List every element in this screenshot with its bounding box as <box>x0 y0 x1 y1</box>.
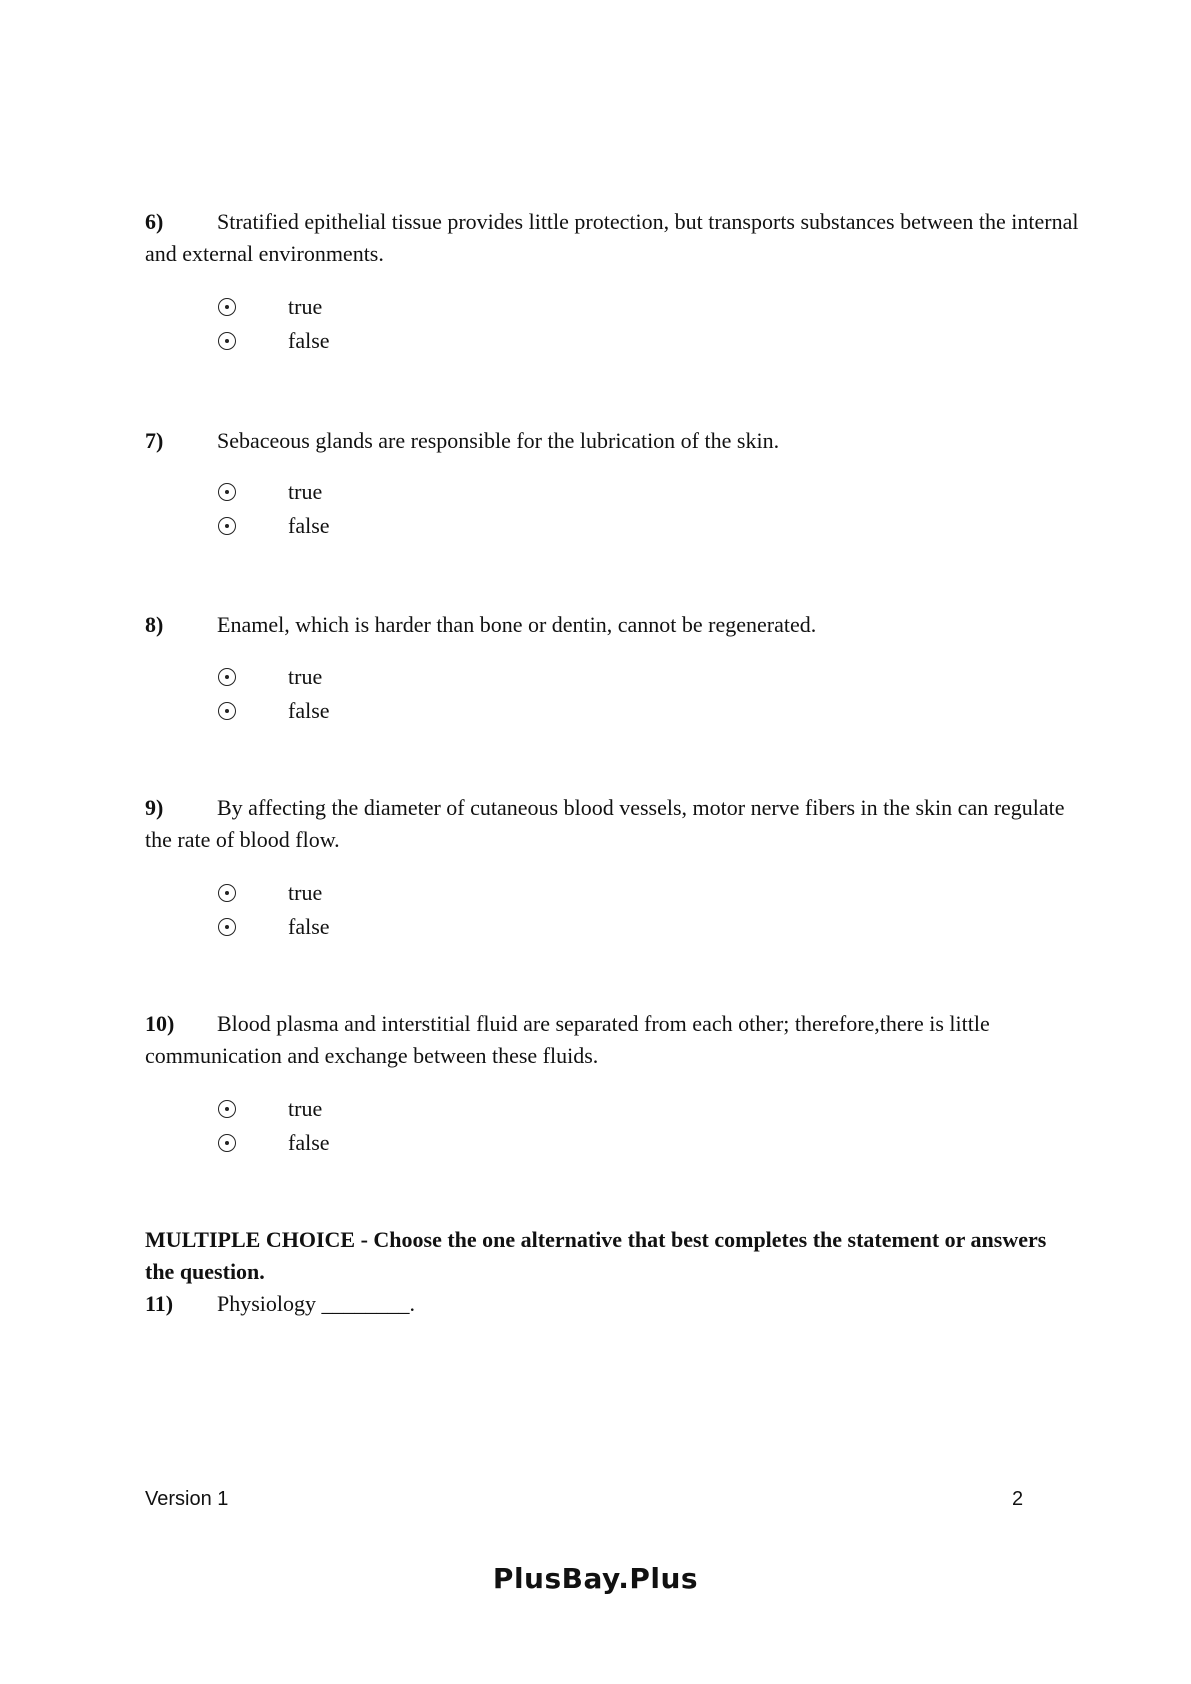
option-false[interactable] <box>218 1126 330 1160</box>
option-label: false <box>288 513 330 538</box>
question-number: 7) <box>145 428 164 453</box>
question-text: Sebaceous glands are responsible for the lubrication of the skin. <box>217 428 780 453</box>
question-9 <box>145 792 1080 856</box>
option-label: false <box>288 698 330 723</box>
radio-button-icon[interactable] <box>218 668 236 686</box>
options-6 <box>218 290 330 358</box>
question-8 <box>145 609 1080 641</box>
radio-button-icon[interactable] <box>218 298 236 316</box>
radio-button-icon[interactable] <box>218 702 236 720</box>
option-false[interactable] <box>218 324 330 358</box>
question-text: Stratified epithelial tissue provides little protection, but transports substances between the internal and external environments. <box>145 209 1079 266</box>
radio-button-icon[interactable] <box>218 1134 236 1152</box>
option-label: true <box>288 880 323 905</box>
question-6 <box>145 206 1080 270</box>
radio-button-icon[interactable] <box>218 1100 236 1118</box>
question-10 <box>145 1008 1080 1072</box>
question-11 <box>145 1288 1080 1320</box>
question-text: By affecting the diameter of cutaneous blood vessels, motor nerve fibers in the skin can regulate the rate of blood flow. <box>145 795 1065 852</box>
question-number: 10) <box>145 1011 175 1036</box>
option-false[interactable] <box>218 910 330 944</box>
question-number: 11) <box>145 1291 174 1316</box>
option-label: true <box>288 1096 323 1121</box>
option-true[interactable] <box>218 475 330 509</box>
option-false[interactable] <box>218 694 330 728</box>
question-number: 8) <box>145 612 164 637</box>
question-number: 9) <box>145 795 164 820</box>
options-7 <box>218 475 330 543</box>
radio-button-icon[interactable] <box>218 918 236 936</box>
options-8 <box>218 660 330 728</box>
footer-version: Version 1 <box>145 1488 229 1510</box>
option-label: true <box>288 479 323 504</box>
radio-button-icon[interactable] <box>218 517 236 535</box>
question-text: Physiology ________. <box>217 1291 416 1316</box>
section-heading: MULTIPLE CHOICE - Choose the one alternative that best completes the statement or answers the question. <box>145 1227 1047 1284</box>
option-true[interactable] <box>218 660 330 694</box>
question-7 <box>145 425 1080 457</box>
option-true[interactable] <box>218 876 330 910</box>
option-true[interactable] <box>218 290 330 324</box>
option-label: false <box>288 1130 330 1155</box>
option-label: true <box>288 294 323 319</box>
radio-button-icon[interactable] <box>218 884 236 902</box>
option-label: false <box>288 914 330 939</box>
question-text: Blood plasma and interstitial fluid are separated from each other; therefore,there is little communication and exchange between these fluids. <box>145 1011 990 1068</box>
brand-watermark: PlusBay.Plus <box>492 1562 699 1595</box>
option-false[interactable] <box>218 509 330 543</box>
radio-button-icon[interactable] <box>218 332 236 350</box>
options-10 <box>218 1092 330 1160</box>
options-9 <box>218 876 330 944</box>
option-label: true <box>288 664 323 689</box>
option-label: false <box>288 328 330 353</box>
radio-button-icon[interactable] <box>218 483 236 501</box>
option-true[interactable] <box>218 1092 330 1126</box>
question-text: Enamel, which is harder than bone or dentin, cannot be regenerated. <box>217 612 817 637</box>
question-number: 6) <box>145 209 164 234</box>
footer-page-number: 2 <box>1012 1488 1024 1510</box>
